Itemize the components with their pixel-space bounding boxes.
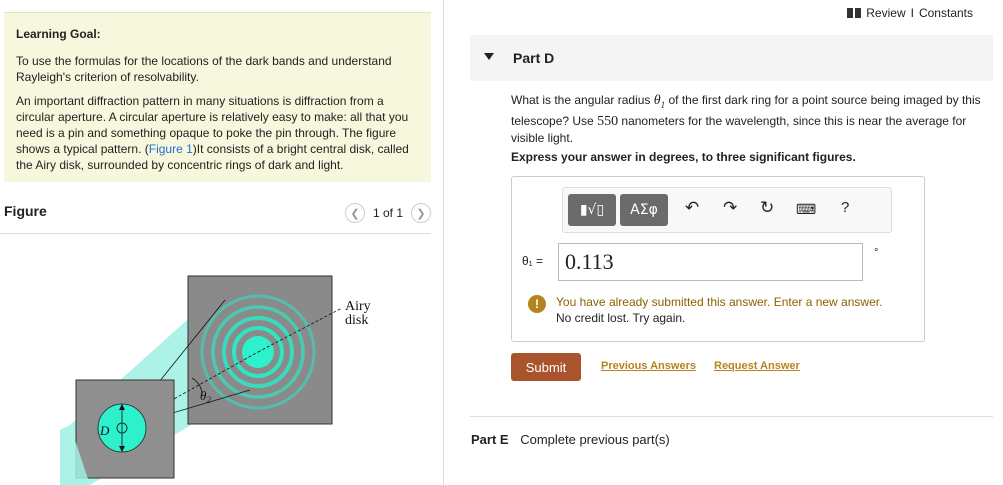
symbols-button[interactable]: ΑΣφ	[620, 194, 668, 226]
learning-goal-heading: Learning Goal:	[16, 27, 101, 41]
answer-input[interactable]	[558, 243, 863, 281]
left-panel	[0, 0, 443, 485]
unit-label: °	[874, 247, 879, 259]
airy-figure-svg	[50, 270, 380, 485]
question-text-a: What is the angular radius	[511, 93, 654, 107]
reset-icon[interactable]: ↻	[760, 198, 775, 217]
answer-instruction: Express your answer in degrees, to three significant figures.	[511, 150, 856, 164]
warning-icon: !	[528, 295, 546, 313]
airy-label-2: disk	[345, 313, 369, 328]
keyboard-icon[interactable]: ⌨	[796, 201, 817, 217]
math-toolbar	[562, 187, 892, 233]
para2-end: )It consists of a bright central disk, called the Airy disk, surrounded by concentric rings of dark and light.	[16, 142, 409, 172]
right-panel	[444, 0, 1003, 485]
question-theta: θ	[653, 93, 661, 108]
theta-symbol: θ	[200, 388, 207, 403]
para2-start: An important diffraction pattern in many situations is diffraction from a circular aperture. A circular aperture is relatively easy to make: all that you need is a pin and something opaque to poke the pin through. The figure shows a typical pattern. (	[16, 94, 409, 156]
theta-subscript: 2	[206, 395, 211, 405]
review-constants	[847, 6, 973, 20]
warning-line-2: No credit lost. Try again.	[556, 311, 686, 325]
chevron-left-icon[interactable]: ❮	[345, 203, 365, 223]
answer-label: θ₁ =	[522, 254, 544, 268]
learning-goal-para1: To use the formulas for the locations of the dark bands and understand Rayleigh's criterion of resolvability.	[16, 54, 392, 84]
help-button[interactable]: ?	[841, 199, 850, 216]
figure-nav	[345, 203, 431, 223]
part-e-row[interactable]	[471, 432, 670, 447]
book-icon	[847, 8, 861, 18]
part-e-status: Complete previous part(s)	[520, 432, 670, 447]
redo-icon[interactable]: ↷	[723, 198, 738, 217]
figure-title: Figure	[4, 203, 47, 219]
question-wavelength: 550	[597, 113, 619, 129]
previous-answers-link[interactable]: Previous Answers	[601, 360, 696, 372]
diameter-label: D	[100, 423, 110, 438]
templates-button[interactable]: ▮√▯	[568, 194, 616, 226]
airy-label-1: Airy	[345, 299, 371, 314]
question-text-c: nanometers for the wavelength, since this is near the average for visible light.	[511, 113, 967, 145]
figure-count: 1 of 1	[372, 206, 403, 220]
undo-icon[interactable]: ↶	[685, 198, 700, 217]
warning-message	[556, 294, 882, 326]
part-e-title: Part E	[471, 432, 509, 447]
figure-header	[0, 198, 431, 234]
request-answer-link[interactable]: Request Answer	[714, 360, 800, 372]
figure-link[interactable]: Figure 1	[148, 142, 193, 156]
part-d-title: Part D	[513, 50, 555, 66]
collapse-triangle-icon[interactable]	[484, 53, 494, 60]
constants-link[interactable]: Constants	[918, 6, 973, 20]
part-d-header[interactable]	[470, 35, 993, 81]
learning-goal-box	[4, 12, 431, 182]
part-e-divider	[470, 416, 993, 417]
question-text-b: of the first dark ring for a point source being imaged by this telescope? Use	[511, 93, 981, 128]
warning-line-1: You have already submitted this answer. Enter a new answer.	[556, 295, 883, 309]
answer-box	[511, 176, 925, 342]
review-link[interactable]: Review	[866, 6, 906, 20]
airy-disk-figure	[50, 270, 380, 485]
learning-goal-para2	[16, 93, 419, 173]
chevron-right-icon[interactable]: ❯	[411, 203, 431, 223]
separator: I	[910, 6, 914, 20]
submit-button[interactable]: Submit	[511, 353, 581, 381]
part-d-question	[511, 92, 989, 146]
question-theta-sub: 1	[660, 99, 666, 110]
